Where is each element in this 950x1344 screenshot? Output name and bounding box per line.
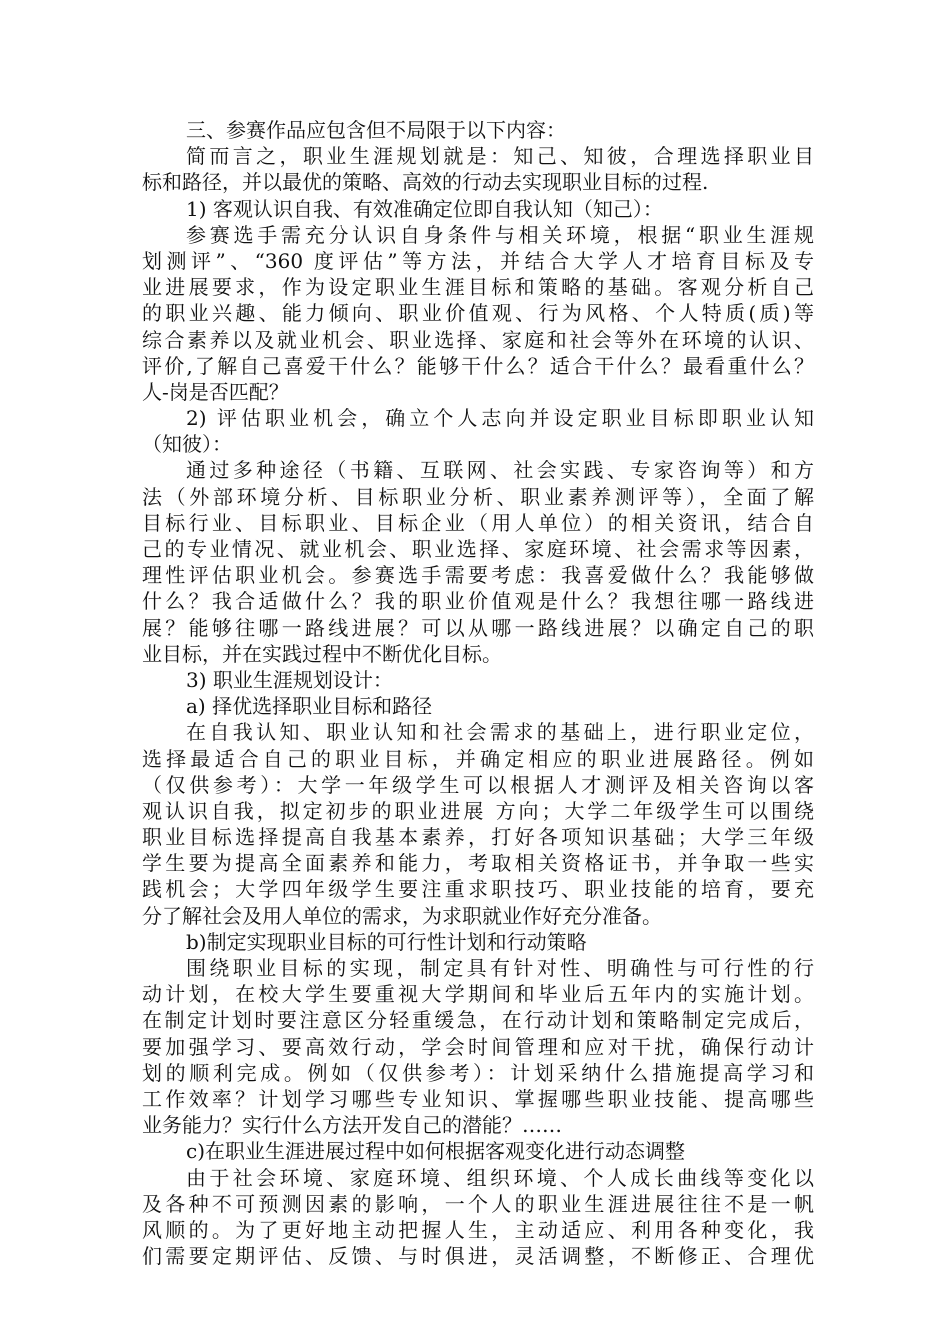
- subheading-1: 1) 客观认识自我、有效准确定位即自我认知（知己）：: [186, 196, 663, 221]
- paragraph-line: 理性评估职业机会。参赛选手需要考虑：我喜爱做什么？我能够做: [142, 563, 814, 588]
- paragraph-line: 工作效率？计划学习哪些专业知识、掌握哪些职业技能、提高哪些: [142, 1086, 814, 1111]
- paragraph-line: 分了解社会及用人单位的需求，为求职就业作好充分准备。: [142, 903, 662, 928]
- paragraph-line: 由于社会环境、家庭环境、组织环境、个人成长曲线等变化以: [186, 1165, 814, 1190]
- paragraph-line: 学生要为提高全面素养和能力，考取相关资格证书，并争取一些实: [142, 851, 814, 876]
- paragraph-line: 的职业兴趣、能力倾向、职业价值观、行为风格、个人特质(质)等: [142, 301, 814, 326]
- paragraph-line: 己的专业情况、就业机会、职业选择、家庭环境、社会需求等因素，: [142, 537, 814, 561]
- paragraph-line: 划的顺利完成。例如（仅供参考）：计划采纳什么措施提高学习和: [142, 1060, 814, 1085]
- subheading-3: 3) 职业生涯规划设计：: [186, 667, 393, 692]
- paragraph-line: 划测评”、“360 度评估”等方法，并结合大学人才培育目标及专: [142, 248, 814, 273]
- paragraph-line: （仅供参考）：大学一年级学生可以根据人才测评及相关咨询以客: [142, 772, 814, 797]
- paragraph-line: 业务能力？实行什么方法开发自己的潜能？……: [142, 1113, 562, 1138]
- paragraph-line: 标和路径，并以最优的策略、高效的行动去实现职业目标的过程.: [142, 170, 709, 195]
- paragraph-line: 践机会；大学四年级学生要注重求职技巧、职业技能的培育，要充: [142, 877, 814, 902]
- paragraph-line: 动计划，在校大学生要重视大学期间和毕业后五年内的实施计划。: [142, 982, 814, 1007]
- paragraph-line: 风顺的。为了更好地主动把握人生，主动适应、利用各种变化，我: [142, 1217, 814, 1242]
- paragraph-line: 评价,了解自己喜爱干什么？能够干什么？适合干什么？最看重什么？: [142, 353, 814, 378]
- paragraph-line: 综合素养以及就业机会、职业选择、家庭和社会等外在环境的认识、: [142, 327, 814, 352]
- paragraph-line: 目标行业、目标职业、目标企业（用人单位）的相关资讯，结合自: [142, 510, 814, 535]
- paragraph-line: 什么？我合适做什么？我的职业价值观是什么？我想往哪一路线进: [142, 589, 814, 614]
- paragraph-line: 参赛选手需充分认识自身条件与相关环境，根据“职业生涯规: [186, 222, 814, 247]
- subheading-3b: b)制定实现职业目标的可行性计划和行动策略: [186, 929, 587, 954]
- paragraph-line: 简而言之，职业生涯规划就是：知己、知彼，合理选择职业目: [186, 144, 814, 169]
- paragraph-line: 职业目标选择提高自我基本素养，打好各项知识基础；大学三年级: [142, 825, 814, 850]
- paragraph-line: 业目标，并在实践过程中不断优化目标。: [142, 641, 502, 666]
- paragraph-line: 在自我认知、职业认知和社会需求的基础上，进行职业定位，: [186, 720, 814, 745]
- paragraph-line: 法（外部环境分析、目标职业分析、职业素养测评等），全面了解: [142, 484, 814, 509]
- paragraph-line: 要加强学习、要高效行动，学会时间管理和应对干扰，确保行动计: [142, 1034, 814, 1059]
- paragraph-line: 通过多种途径（书籍、互联网、社会实践、专家咨询等）和方: [186, 458, 814, 483]
- paragraph-line: 及各种不可预测因素的影响，一个人的职业生涯进展往往不是一帆: [142, 1191, 814, 1216]
- paragraph-line: 人-岗是否匹配？: [142, 379, 289, 404]
- subheading-3c: c)在职业生涯进展过程中如何根据客观变化进行动态调整: [186, 1139, 686, 1164]
- paragraph-line: 在制定计划时要注意区分轻重缓急，在行动计划和策略制定完成后，: [142, 1008, 814, 1033]
- subheading-2: 2) 评估职业机会，确立个人志向并设定职业目标即职业认知: [186, 406, 814, 431]
- subheading-2-continued: （知彼）：: [142, 432, 232, 457]
- paragraph-line: 们需要定期评估、反馈、与时俱进，灵活调整，不断修正、合理优: [142, 1244, 814, 1269]
- subheading-3a: a) 择优选择职业目标和路径: [186, 694, 433, 719]
- paragraph-line: 展？能够往哪一路线进展？可以从哪一路线进展？以确定自己的职: [142, 615, 814, 640]
- paragraph-line: 业进展要求，作为设定职业生涯目标和策略的基础。客观分析自己: [142, 275, 814, 300]
- document-body: [142, 117, 814, 1269]
- section-heading: 三、参赛作品应包含但不局限于以下内容：: [186, 118, 566, 142]
- paragraph-line: 围绕职业目标的实现，制定具有针对性、明确性与可行性的行: [186, 956, 814, 980]
- paragraph-line: 选择最适合自己的职业目标，并确定相应的职业进展路径。例如: [142, 746, 814, 771]
- paragraph-line: 观认识自我，拟定初步的职业进展 方向；大学二年级学生可以围绕: [142, 798, 814, 823]
